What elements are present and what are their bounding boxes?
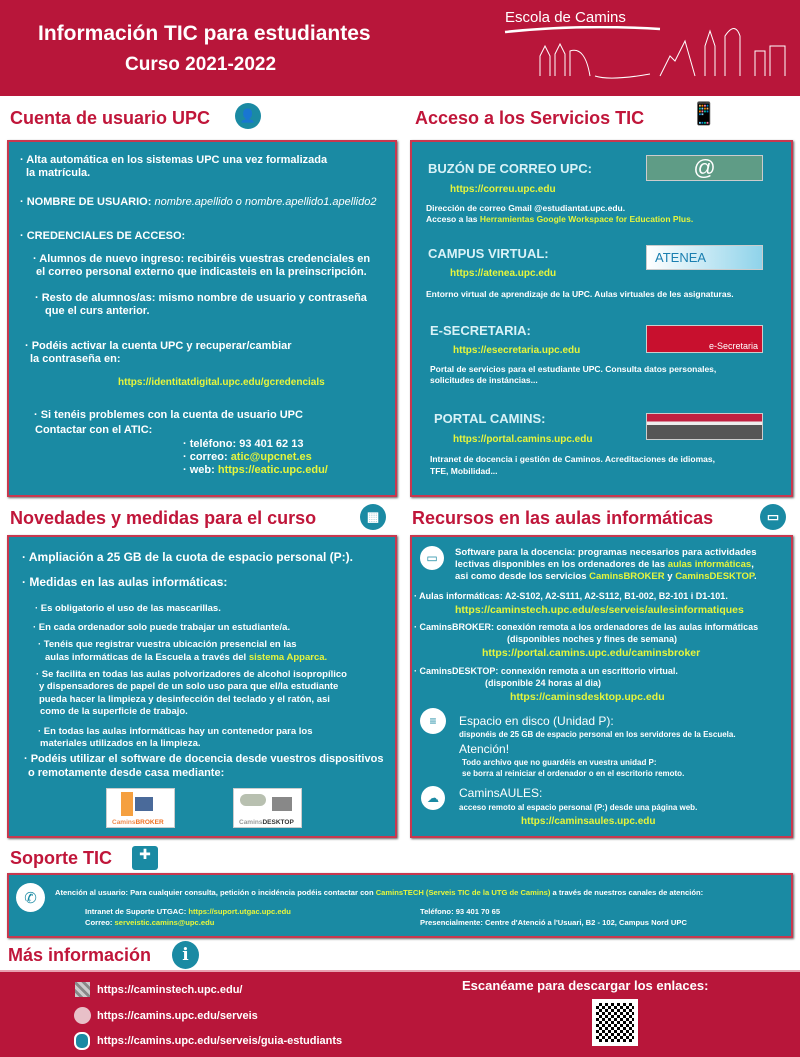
text: se borra al reiniciar el ordenador o en el escritorio remoto. <box>462 769 685 778</box>
text: disponéis de 25 GB de espacio personal en los servidores de la Escuela. <box>459 730 736 739</box>
text: · Se facilita en todas las aulas polvorizadores de alcohol isopropílico <box>36 669 347 680</box>
smartphone-hands-icon: 📱 <box>690 101 718 126</box>
google-workspace-link[interactable]: Herramientas Google Workspace for Education Plus. <box>479 214 694 224</box>
attention-title: Atención! <box>459 742 510 756</box>
text <box>85 918 214 927</box>
correu-link[interactable]: https://correu.upc.edu <box>450 184 556 195</box>
caminsaules-link[interactable]: https://caminsaules.upc.edu <box>521 816 656 827</box>
text: Todo archivo que no guardéis en vuestra unidad P: <box>462 758 657 767</box>
text: lectivas disponibles en los ordenadores de las <box>455 559 668 570</box>
text: o remotamente desde casa mediante: <box>28 767 225 779</box>
section-title-cuenta: Cuenta de usuario UPC <box>10 108 211 128</box>
text: BROKER <box>135 819 164 826</box>
caminsbroker-url[interactable]: https://portal.camins.upc.edu/caminsbroker <box>482 647 701 659</box>
section-title-mas: Más información <box>8 945 152 965</box>
service-title: BUZÓN DE CORREO UPC: <box>428 161 592 176</box>
text: · CaminsBROKER: conexión remota a los ordenadores de las aulas informáticas <box>414 622 759 632</box>
text: Correo: <box>85 918 115 927</box>
section-title-soporte: Soporte TIC <box>10 848 112 868</box>
caminstech-logo-icon <box>75 982 90 997</box>
text: Camins <box>112 819 136 826</box>
caminsbroker-link[interactable]: CaminsBROKER <box>589 571 665 582</box>
text: Software para la docencia: programas necesarios para actividades <box>455 547 757 558</box>
text: que el curs anterior. <box>45 305 150 317</box>
text <box>426 214 693 224</box>
text: (disponibles noches y fines de semana) <box>507 634 678 644</box>
apparca-link[interactable]: sistema Apparca. <box>248 652 328 663</box>
caminstech-link[interactable]: CaminsTECH (Serveis TIC de la UTG de Camins) <box>375 888 551 897</box>
text: asi como desde los servicios CaminsBROKER y CaminsDESKTOP. <box>455 571 757 582</box>
monitor-icon: ▭ <box>420 546 444 570</box>
caminsdesktop-link[interactable]: CaminsDESKTOP <box>675 571 755 582</box>
label: · correo: <box>183 451 231 463</box>
user-account-icon: 👤 <box>235 103 261 129</box>
text: Dirección de correo Gmail @estudiantat.upc.edu. <box>426 203 626 213</box>
qr-label: Escanéame para descargar los enlaces: <box>462 978 709 993</box>
section-title-recursos: Recursos en las aulas informáticas <box>412 508 714 528</box>
computer-icon <box>135 797 153 811</box>
link-serveis[interactable]: https://camins.upc.edu/serveis <box>97 1010 258 1022</box>
text: pueda hacer la limpieza y desinfección del teclado y el ratón, asi <box>39 694 330 705</box>
qr-pattern <box>596 1003 634 1042</box>
server-icon <box>121 792 133 816</box>
service-title: CAMPUS VIRTUAL: <box>428 246 549 261</box>
text: materiales utilizados en la limpieza. <box>40 738 201 749</box>
text: TFE, Mobilidad... <box>430 466 498 476</box>
text: acceso remoto al espacio personal (P:) desde una página web. <box>459 803 698 812</box>
atenea-link[interactable]: https://atenea.upc.edu <box>450 268 557 279</box>
caminsaules-title: CaminsAULES: <box>459 786 543 800</box>
text: · CREDENCIALES DE ACCESO: <box>20 230 186 242</box>
aules-informatiques-link[interactable]: https://caminstech.upc.edu/es/serveis/aulesinformatiques <box>455 604 744 616</box>
soporte-panel <box>7 873 793 938</box>
text: solicitudes de instáncias... <box>430 375 538 385</box>
label: · web: <box>183 464 218 476</box>
text: Intranet de docencia i gestión de Caminos. Acreditaciones de idiomas, <box>430 454 715 464</box>
atic-mail-row <box>183 451 312 463</box>
text: · Es obligatorio el uso de las mascarillas. <box>35 603 221 614</box>
skyline-logo <box>500 26 790 81</box>
monitor-icon: ▭ <box>760 504 786 530</box>
text: · En cada ordenador solo puede trabajar un estudiante/a. <box>33 622 291 633</box>
caminsdesktop-url[interactable]: https://caminsdesktop.upc.edu <box>510 691 665 703</box>
puzzle-icon: ✚ <box>132 846 158 870</box>
text: aulas informáticas de la Escuela a través del <box>45 652 249 663</box>
text: y dispensadores de papel de un solo uso para que el/la estudiante <box>39 681 339 692</box>
portal-camins-image <box>646 413 763 440</box>
support-address: Presencialmente: Centre d'Atenció a l'Usuari, B2 - 102, Campus Nord UPC <box>420 918 687 927</box>
mail-image: @ <box>646 155 763 181</box>
text: · CaminsDESKTOP: connexión remota a un escrittorio virtual. <box>414 666 678 676</box>
qr-code[interactable] <box>592 999 638 1046</box>
school-logo: Escola de Camins <box>505 9 626 26</box>
phone-icon: ✆ <box>16 883 45 912</box>
text: · Aulas informáticas: A2-S102, A2-S111, A2-S112, B1-002, B2-101 i D1-101. <box>414 591 728 601</box>
text: asi como desde los servicios <box>455 571 590 582</box>
portal-camins-link[interactable]: https://portal.camins.upc.edu <box>453 434 593 445</box>
text <box>85 907 291 916</box>
text: · Resto de alumnos/as: mismo nombre de usuario y contraseña <box>35 292 367 304</box>
disk-title: Espacio en disco (Unidad P): <box>459 714 614 728</box>
page-title: Información TIC para estudiantes <box>38 22 371 45</box>
header-banner <box>0 0 800 96</box>
suport-link[interactable]: https://suport.utgac.upc.edu <box>188 907 291 916</box>
service-title: PORTAL CAMINS: <box>434 411 546 426</box>
computer-icon <box>272 797 292 811</box>
text: · En todas las aulas informáticas hay un contenedor para los <box>38 726 313 737</box>
atic-mail-link[interactable]: atic@upcnet.es <box>230 451 312 463</box>
guide-icon <box>74 1032 90 1050</box>
text: la matrícula. <box>26 167 91 179</box>
info-icon: i <box>172 941 199 969</box>
text: la contraseña en: <box>30 353 121 365</box>
text: · Podéis activar la cuenta UPC y recuperar/cambiar <box>25 340 292 352</box>
cloud-download-icon: ☁ <box>421 786 445 810</box>
text: Camins <box>239 819 263 826</box>
atic-web-link[interactable]: https://eatic.upc.edu/ <box>217 464 328 476</box>
gcredencials-link[interactable]: https://identitatdigital.upc.edu/gcredencials <box>118 377 325 388</box>
text: · Si tenéis problemes con la cuenta de usuario UPC <box>34 409 303 421</box>
aulas-link[interactable]: aulas informáticas <box>667 559 752 570</box>
database-icon: ≡ <box>420 708 446 734</box>
section-title-novedades: Novedades y medidas para el curso <box>10 508 317 528</box>
camins-seal-icon <box>74 1007 91 1024</box>
text: Acceso a las <box>426 214 480 224</box>
text: el correo personal externo que indicasteis en la preinscripción. <box>36 266 367 278</box>
label: · NOMBRE DE USUARIO: <box>20 196 155 208</box>
atenea-image: ATENEA <box>646 245 763 270</box>
text <box>45 652 327 663</box>
text: Contactar con el ATIC: <box>35 424 153 436</box>
atic-phone: · teléfono: 93 401 62 13 <box>183 438 304 450</box>
text: Atención al usuario: Para cualquier consulta, petición o incidéncia podéis contactar con <box>55 888 376 897</box>
text: · Tenéis que registrar vuestra ubicación presencial en las <box>38 639 297 650</box>
cloud-icon <box>240 794 266 806</box>
text: como de la superficie de trabajo. <box>40 706 188 717</box>
username-row <box>20 196 376 208</box>
caminsbroker-image[interactable] <box>106 788 175 828</box>
text: DESKTOP <box>262 819 294 826</box>
text: a través de nuestros canales de atención: <box>550 888 704 897</box>
support-mail-link[interactable]: serveistic.camins@upc.edu <box>114 918 215 927</box>
text: Portal de servicios para el estudiante UPC. Consulta datos personales, <box>430 364 717 374</box>
text: (disponible 24 horas al dia) <box>485 678 602 688</box>
page-subtitle: Curso 2021-2022 <box>125 54 277 75</box>
caminsdesktop-image[interactable] <box>233 788 302 828</box>
esecretaria-link[interactable]: https://esecretaria.upc.edu <box>453 345 581 356</box>
text: · Medidas en las aulas informáticas: <box>22 575 228 589</box>
text: · Alta automática en los sistemas UPC una vez formalizada <box>20 154 328 166</box>
text <box>55 888 703 897</box>
username-format: nombre.apellido o nombre.apellido1.apellido2 <box>154 196 377 208</box>
text: y <box>664 571 676 582</box>
text: · Alumnos de nuevo ingreso: recibiréis vuestras credenciales en <box>33 253 371 265</box>
service-title: E-SECRETARIA: <box>430 323 531 338</box>
calendar-icon: ▦ <box>360 504 386 530</box>
text: Entorno virtual de aprendizaje de la UPC. Aulas virtuales de les asignaturas. <box>426 289 734 299</box>
text: lectivas disponibles en los ordenadores de las aulas informáticas, <box>455 559 754 570</box>
link-guia[interactable]: https://camins.upc.edu/serveis/guia-estudiants <box>97 1035 343 1047</box>
text: · Podéis utilizar el software de docencia desde vuestros dispositivos <box>24 753 384 765</box>
text: Intranet de Suporte UTGAC: <box>85 907 189 916</box>
link-caminstech[interactable]: https://caminstech.upc.edu/ <box>97 984 243 996</box>
support-phone: Teléfono: 93 401 70 65 <box>420 907 501 916</box>
section-title-acceso: Acceso a los Servicios TIC <box>415 108 645 128</box>
text: · Ampliación a 25 GB de la cuota de espacio personal (P:). <box>22 550 353 564</box>
esecretaria-image: e-Secretaria <box>646 325 763 353</box>
atic-web-row <box>183 464 328 476</box>
